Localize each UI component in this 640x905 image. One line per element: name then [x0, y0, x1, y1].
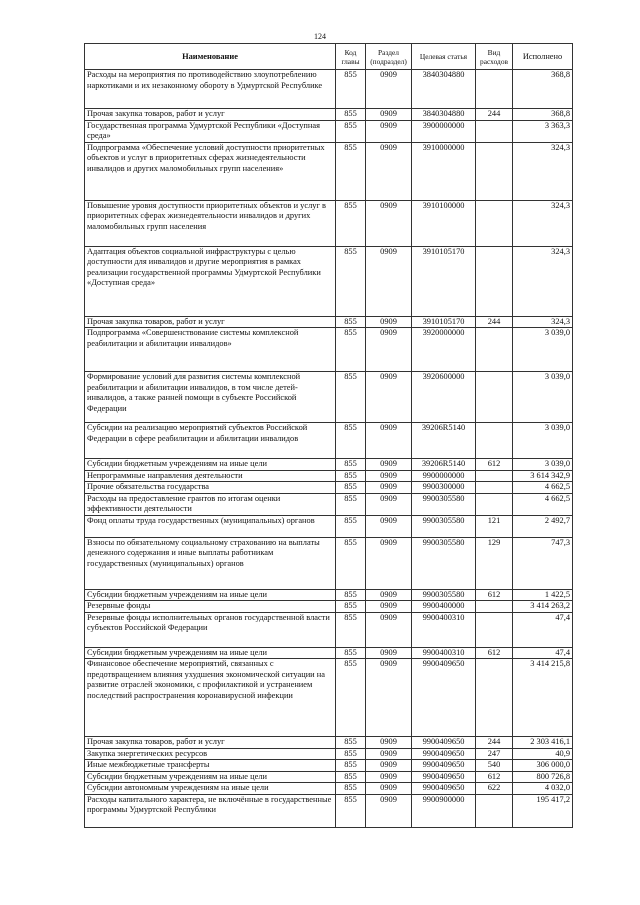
header-done: Исполнено	[513, 44, 573, 70]
cell-target: 9900305580	[412, 515, 476, 537]
cell-target: 39206R5140	[412, 459, 476, 471]
table-row	[85, 316, 573, 328]
cell-done: 40,9	[513, 748, 573, 760]
cell-kind: 121	[476, 515, 513, 537]
cell-section: 0909	[366, 200, 412, 246]
cell-target: 3910105170	[412, 316, 476, 328]
cell-kind: 247	[476, 748, 513, 760]
cell-name: Резервные фонды	[85, 601, 336, 613]
cell-section: 0909	[366, 647, 412, 659]
cell-code: 855	[336, 515, 366, 537]
cell-kind: 129	[476, 537, 513, 589]
cell-code: 855	[336, 783, 366, 795]
cell-section: 0909	[366, 459, 412, 471]
cell-code: 855	[336, 316, 366, 328]
header-kind: Вид расходов	[476, 44, 513, 70]
cell-code: 855	[336, 771, 366, 783]
cell-target: 3910000000	[412, 142, 476, 200]
cell-kind	[476, 120, 513, 142]
cell-kind	[476, 794, 513, 827]
cell-target: 9900305580	[412, 493, 476, 515]
cell-section: 0909	[366, 589, 412, 601]
table-row	[85, 470, 573, 482]
cell-code: 855	[336, 760, 366, 772]
cell-target: 3840304880	[412, 70, 476, 109]
cell-code: 855	[336, 470, 366, 482]
cell-kind: 612	[476, 589, 513, 601]
cell-code: 855	[336, 246, 366, 316]
cell-code: 855	[336, 482, 366, 494]
cell-done: 800 726,8	[513, 771, 573, 783]
cell-name: Иные межбюджетные трансферты	[85, 760, 336, 772]
cell-section: 0909	[366, 109, 412, 121]
cell-target: 9900409650	[412, 771, 476, 783]
budget-execution-table	[84, 43, 573, 828]
cell-kind	[476, 142, 513, 200]
cell-kind	[476, 246, 513, 316]
cell-code: 855	[336, 589, 366, 601]
cell-name: Адаптация объектов социальной инфраструктуры с целью доступности для инвалидов и другие мероприятия в рамках реализации государственной программы Удмуртской Республики «Доступная среда»	[85, 246, 336, 316]
cell-name: Прочая закупка товаров, работ и услуг	[85, 737, 336, 749]
cell-done: 3 039,0	[513, 372, 573, 423]
cell-target: 9900400000	[412, 601, 476, 613]
table-row	[85, 493, 573, 515]
cell-code: 855	[336, 142, 366, 200]
cell-section: 0909	[366, 748, 412, 760]
table-row	[85, 760, 573, 772]
cell-code: 855	[336, 537, 366, 589]
table-row	[85, 70, 573, 109]
header-code: Код главы	[336, 44, 366, 70]
cell-name: Подпрограмма «Обеспечение условий доступности приоритетных объектов и услуг в приоритетных сферах жизнедеятельности инвалидов и других маломобильных групп населения»	[85, 142, 336, 200]
cell-section: 0909	[366, 760, 412, 772]
cell-code: 855	[336, 748, 366, 760]
cell-done: 306 000,0	[513, 760, 573, 772]
table-row	[85, 589, 573, 601]
cell-name: Резервные фонды исполнительных органов государственной власти субъектов Российской Федерации	[85, 612, 336, 647]
cell-section: 0909	[366, 771, 412, 783]
cell-section: 0909	[366, 470, 412, 482]
cell-target: 3910105170	[412, 246, 476, 316]
cell-name: Формирование условий для развития системы комплексной реабилитации и абилитации инвалидов, в том числе детей-инвалидов, а также ранней помощи в субъекте Российской Федерации	[85, 372, 336, 423]
cell-kind: 244	[476, 316, 513, 328]
cell-name: Прочая закупка товаров, работ и услуг	[85, 109, 336, 121]
cell-code: 855	[336, 459, 366, 471]
cell-name: Подпрограмма «Совершенствование системы комплексной реабилитации и абилитации инвалидов»	[85, 328, 336, 372]
cell-section: 0909	[366, 515, 412, 537]
cell-section: 0909	[366, 482, 412, 494]
cell-name: Субсидии бюджетным учреждениям на иные цели	[85, 589, 336, 601]
cell-section: 0909	[366, 246, 412, 316]
cell-name: Субсидии бюджетным учреждениям на иные цели	[85, 771, 336, 783]
cell-name: Субсидии на реализацию мероприятий субъектов Российской Федерации в сфере реабилитации и абилитации инвалидов	[85, 423, 336, 459]
cell-kind: 612	[476, 647, 513, 659]
cell-code: 855	[336, 200, 366, 246]
cell-done: 3 414 263,2	[513, 601, 573, 613]
table-row	[85, 601, 573, 613]
cell-done: 3 039,0	[513, 459, 573, 471]
cell-target: 9900409650	[412, 783, 476, 795]
cell-done: 324,3	[513, 200, 573, 246]
cell-kind	[476, 612, 513, 647]
table-row	[85, 109, 573, 121]
cell-name: Субсидии бюджетным учреждениям на иные цели	[85, 459, 336, 471]
cell-code: 855	[336, 647, 366, 659]
cell-target: 3920600000	[412, 372, 476, 423]
cell-section: 0909	[366, 612, 412, 647]
cell-kind: 612	[476, 771, 513, 783]
table-row	[85, 328, 573, 372]
cell-done: 3 039,0	[513, 328, 573, 372]
cell-code: 855	[336, 120, 366, 142]
cell-name: Субсидии бюджетным учреждениям на иные цели	[85, 647, 336, 659]
table-row	[85, 783, 573, 795]
table-row	[85, 459, 573, 471]
cell-section: 0909	[366, 70, 412, 109]
table-header-row	[85, 44, 573, 70]
cell-target: 9900409650	[412, 659, 476, 737]
header-section: Раздел (подраздел)	[366, 44, 412, 70]
cell-name: Государственная программа Удмуртской Республики «Доступная среда»	[85, 120, 336, 142]
cell-section: 0909	[366, 142, 412, 200]
header-name: Наименование	[85, 44, 336, 70]
cell-done: 368,8	[513, 109, 573, 121]
cell-kind	[476, 328, 513, 372]
cell-done: 3 039,0	[513, 423, 573, 459]
table-body	[85, 70, 573, 828]
cell-section: 0909	[366, 423, 412, 459]
cell-name: Прочая закупка товаров, работ и услуг	[85, 316, 336, 328]
cell-code: 855	[336, 493, 366, 515]
table-row	[85, 537, 573, 589]
cell-done: 3 614 342,9	[513, 470, 573, 482]
cell-kind	[476, 482, 513, 494]
cell-section: 0909	[366, 537, 412, 589]
cell-done: 1 422,5	[513, 589, 573, 601]
cell-code: 855	[336, 601, 366, 613]
cell-name: Финансовое обеспечение мероприятий, связанных с предотвращением влияния ухудшения экономической ситуации на развитие отраслей экономики, с профилактикой и устранением последствий распространения коронавирусной инфекции	[85, 659, 336, 737]
cell-kind	[476, 70, 513, 109]
table-row	[85, 423, 573, 459]
cell-kind	[476, 493, 513, 515]
cell-done: 4 662,5	[513, 482, 573, 494]
cell-target: 9900409650	[412, 737, 476, 749]
cell-code: 855	[336, 372, 366, 423]
cell-section: 0909	[366, 372, 412, 423]
cell-kind	[476, 470, 513, 482]
cell-target: 9900409650	[412, 760, 476, 772]
table-row	[85, 771, 573, 783]
cell-section: 0909	[366, 493, 412, 515]
table-row	[85, 612, 573, 647]
table-row	[85, 120, 573, 142]
cell-target: 9900305580	[412, 589, 476, 601]
cell-done: 324,3	[513, 316, 573, 328]
cell-name: Расходы на мероприятия по противодействию злоупотреблению наркотиками и их незаконному обороту в Удмуртской Республике	[85, 70, 336, 109]
cell-name: Взносы по обязательному социальному страхованию на выплаты денежного содержания и иные выплаты работникам государственных (муниципальных) органов	[85, 537, 336, 589]
cell-section: 0909	[366, 328, 412, 372]
cell-done: 4 032,0	[513, 783, 573, 795]
cell-target: 9900900000	[412, 794, 476, 827]
cell-done: 368,8	[513, 70, 573, 109]
page-number: 124	[314, 32, 326, 41]
cell-kind: 622	[476, 783, 513, 795]
cell-done: 2 303 416,1	[513, 737, 573, 749]
cell-done: 324,3	[513, 246, 573, 316]
cell-name: Субсидии автономным учреждениям на иные цели	[85, 783, 336, 795]
cell-name: Расходы капитального характера, не включённые в государственные программы Удмуртской Республики	[85, 794, 336, 827]
cell-target: 9900305580	[412, 537, 476, 589]
cell-section: 0909	[366, 659, 412, 737]
cell-section: 0909	[366, 316, 412, 328]
cell-code: 855	[336, 423, 366, 459]
cell-kind	[476, 372, 513, 423]
table-row	[85, 482, 573, 494]
cell-code: 855	[336, 794, 366, 827]
cell-target: 3920000000	[412, 328, 476, 372]
cell-code: 855	[336, 659, 366, 737]
cell-target: 3900000000	[412, 120, 476, 142]
header-target: Целевая статья	[412, 44, 476, 70]
cell-kind	[476, 659, 513, 737]
cell-done: 747,3	[513, 537, 573, 589]
cell-kind: 244	[476, 109, 513, 121]
cell-name: Прочие обязательства государства	[85, 482, 336, 494]
table-row	[85, 647, 573, 659]
cell-done: 195 417,2	[513, 794, 573, 827]
table-row	[85, 659, 573, 737]
cell-section: 0909	[366, 120, 412, 142]
cell-kind: 540	[476, 760, 513, 772]
cell-code: 855	[336, 70, 366, 109]
cell-name: Непрограммные направления деятельности	[85, 470, 336, 482]
cell-name: Повышение уровня доступности приоритетных объектов и услуг в приоритетных сферах жизнедеятельности инвалидов и других маломобильных групп населения	[85, 200, 336, 246]
cell-kind: 612	[476, 459, 513, 471]
cell-section: 0909	[366, 794, 412, 827]
cell-done: 47,4	[513, 647, 573, 659]
cell-code: 855	[336, 109, 366, 121]
cell-code: 855	[336, 612, 366, 647]
table-row	[85, 794, 573, 827]
cell-target: 9900400310	[412, 612, 476, 647]
table-row	[85, 748, 573, 760]
cell-section: 0909	[366, 737, 412, 749]
cell-kind	[476, 423, 513, 459]
table-row	[85, 737, 573, 749]
cell-done: 324,3	[513, 142, 573, 200]
cell-name: Расходы на предоставление грантов по итогам оценки эффективности деятельности	[85, 493, 336, 515]
cell-name: Фонд оплаты труда государственных (муниципальных) органов	[85, 515, 336, 537]
table-row	[85, 142, 573, 200]
cell-target: 39206R5140	[412, 423, 476, 459]
table-row	[85, 515, 573, 537]
cell-done: 3 414 215,8	[513, 659, 573, 737]
cell-name: Закупка энергетических ресурсов	[85, 748, 336, 760]
cell-target: 3910100000	[412, 200, 476, 246]
cell-done: 2 492,7	[513, 515, 573, 537]
cell-kind: 244	[476, 737, 513, 749]
cell-target: 3840304880	[412, 109, 476, 121]
table-row	[85, 372, 573, 423]
cell-target: 9900300000	[412, 482, 476, 494]
cell-done: 47,4	[513, 612, 573, 647]
table-row	[85, 246, 573, 316]
table-row	[85, 200, 573, 246]
cell-target: 9900400310	[412, 647, 476, 659]
cell-target: 9900409650	[412, 748, 476, 760]
cell-done: 4 662,5	[513, 493, 573, 515]
cell-kind	[476, 200, 513, 246]
cell-kind	[476, 601, 513, 613]
cell-code: 855	[336, 328, 366, 372]
cell-code: 855	[336, 737, 366, 749]
cell-section: 0909	[366, 601, 412, 613]
cell-done: 3 363,3	[513, 120, 573, 142]
cell-target: 9900000000	[412, 470, 476, 482]
cell-section: 0909	[366, 783, 412, 795]
